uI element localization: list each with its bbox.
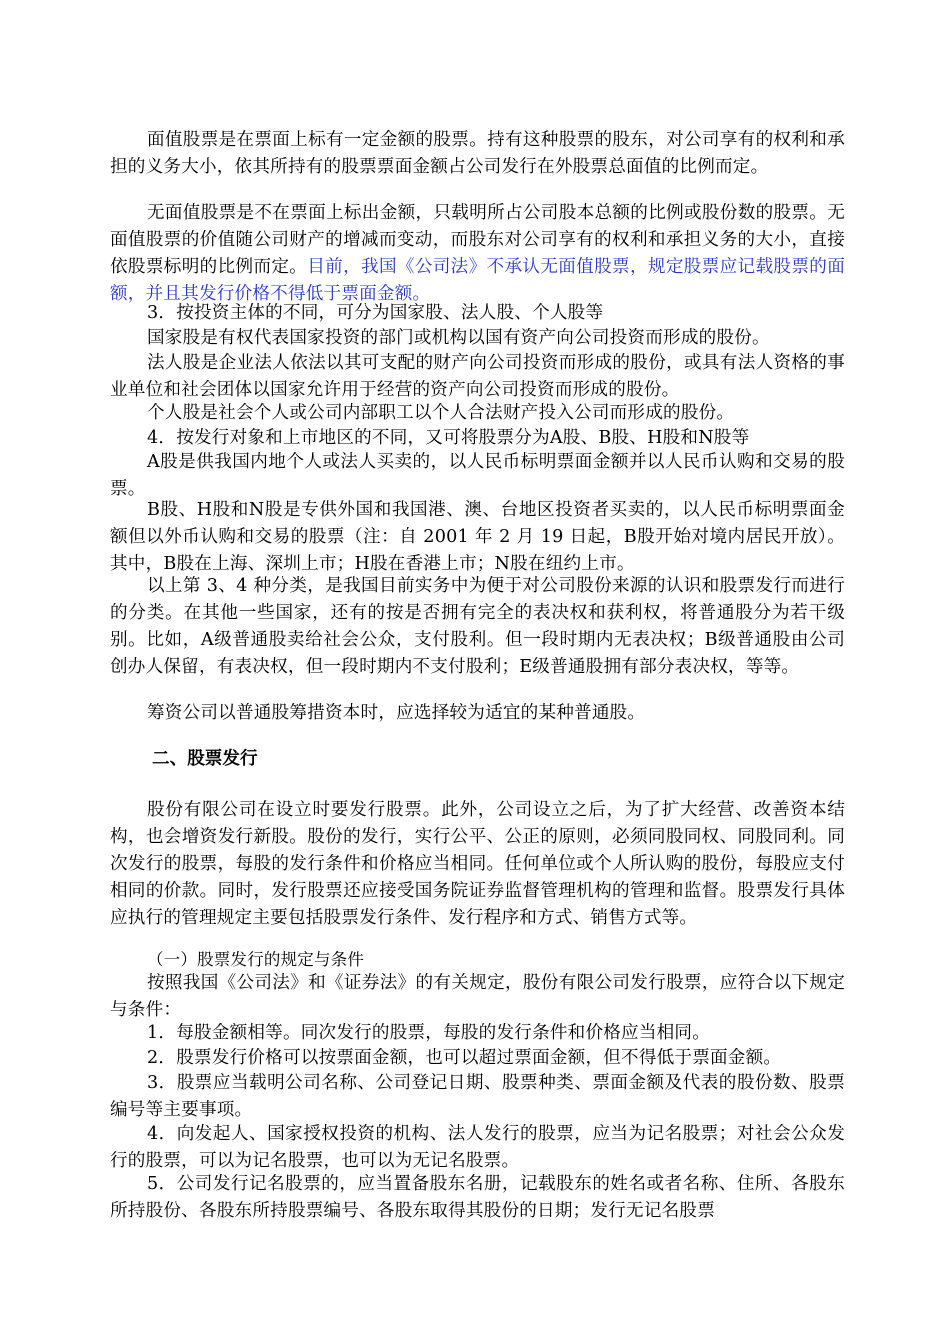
section-heading-stock-issuance: 二、股票发行 [152, 749, 258, 769]
paragraph-issuance-conditions-intro: 按照我国《公司法》和《证券法》的有关规定，股份有限公司发行股票，应符合以下规定与条件： [110, 973, 845, 1020]
paragraph-classification-by-investor: 3．按投资主体的不同，可分为国家股、法人股、个人股等 [147, 303, 604, 323]
paragraph-state-shares: 国家股是有权代表国家投资的部门或机构以国有资产向公司投资而形成的股份。 [147, 328, 770, 348]
paragraph-no-par-value-stock [110, 200, 845, 308]
paragraph-individual-shares: 个人股是社会个人或公司内部职工以个人合法财产投入公司而形成的股份。 [147, 403, 735, 423]
paragraph-bhn-shares: B股、H股和N股是专供外国和我国港、澳、台地区投资者买卖的，以人民币标明票面金额但以外币认购和交易的股票（注：自 2001 年 2 月 19 日起，B股开始对境内居民开放）。其中，B股在上海、深圳上市；H股在香港上市；N股在纽约上市。 [110, 500, 845, 574]
list-item-issue-price: 2．股票发行价格可以按票面金额，也可以超过票面金额，但不得低于票面金额。 [147, 1048, 782, 1068]
paragraph-issuance-overview: 股份有限公司在设立时要发行股票。此外，公司设立之后，为了扩大经营、改善资本结构，也会增资发行新股。股份的发行，实行公平、公正的原则，必须同股同权、同股同利。同次发行的股票，每股的发行条件和价格应当相同。任何单位或个人所认购的股份，每股应支付相同的价款。同时，发行股票还应接受国务院证券监督管理机构的管理和监督。股票发行具体应执行的管理规定主要包括股票发行条件、发行程序和方式、销售方式等。 [110, 800, 845, 928]
list-item-registered-shares: 4．向发起人、国家授权投资的机构、法人发行的股票，应当为记名股票；对社会公众发行的股票，可以为记名股票，也可以为无记名股票。 [110, 1124, 845, 1171]
paragraph-par-value-stock: 面值股票是在票面上标有一定金额的股票。持有这种股票的股东，对公司享有的权利和承担的义务大小，依其所持有的股票票面金额占公司发行在外股票总面值的比例而定。 [110, 130, 845, 177]
paragraph-a-shares: A股是供我国内地个人或法人买卖的，以人民币标明票面金额并以人民币认购和交易的股票。 [110, 452, 845, 499]
highlighted-law-text: 目前，我国《公司法》不承认无面值股票，规定股票应记载股票的面额，并且其发行价格不得低于票面金额。 [110, 257, 845, 304]
subheading-issuance-rules: （一）股票发行的规定与条件 [147, 950, 365, 969]
paragraph-no-par-value-text: 无面值股票是不在票面上标出金额，只载明所占公司股本总额的比例或股份数的股票。无面值股票的价值随公司财产的增减而变动，而股东对公司享有的权利和承担义务的大小，直接依股票标明的比例而定。 [110, 203, 845, 277]
paragraph-legal-person-shares: 法人股是企业法人依法以其可支配的财产向公司投资而形成的股份，或具有法人资格的事业单位和社会团体以国家允许用于经营的资产向公司投资而形成的股份。 [110, 353, 845, 400]
list-item-stock-contents: 3．股票应当载明公司名称、公司登记日期、股票种类、票面金额及代表的股份数、股票编号等主要事项。 [110, 1073, 845, 1120]
list-item-shareholder-register: 5．公司发行记名股票的，应当置备股东名册，记载股东的姓名或者名称、住所、各股东所持股份、各股东所持股票编号、各股东取得其股份的日期；发行无记名股票 [110, 1174, 845, 1221]
list-item-equal-amount: 1．每股金额相等。同次发行的股票，每股的发行条件和价格应当相同。 [147, 1023, 711, 1043]
paragraph-share-classes: 以上第 3、4 种分类，是我国目前实务中为便于对公司股份来源的认识和股票发行而进行的分类。在其他一些国家，还有的按是否拥有完全的表决权和获利权，将普通股分为若干级别。比如，A级普通股卖给社会公众，支付股利。但一段时期内无表决权；B级普通股由公司创办人保留，有表决权，但一段时期内不支付股利；E级普通股拥有部分表决权，等等。 [110, 576, 845, 677]
paragraph-classification-by-listing: 4．按发行对象和上市地区的不同，又可将股票分为A股、B股、H股和N股等 [147, 428, 750, 448]
paragraph-choose-common-stock: 筹资公司以普通股筹措资本时，应选择较为适宜的某种普通股。 [147, 703, 646, 723]
